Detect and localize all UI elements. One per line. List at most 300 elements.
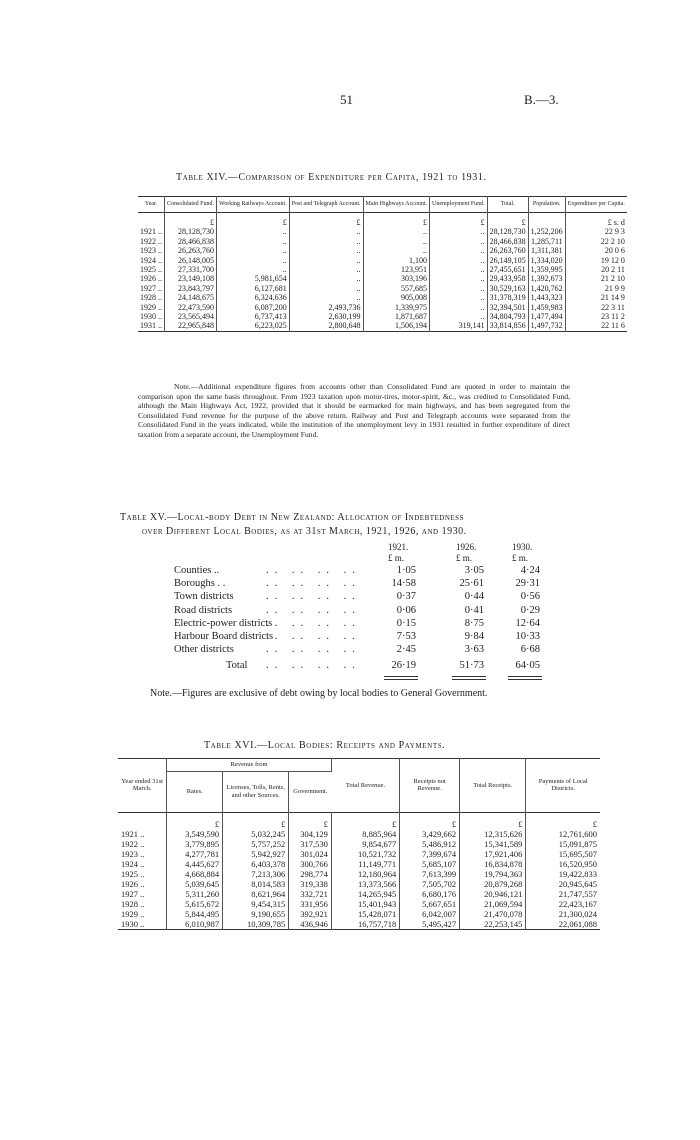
table15-title-line1: Table XV.—Local-body Debt in New Zealand: Allocation of Indebtedness xyxy=(120,512,464,523)
t14-cell: 2,493,736 xyxy=(289,303,363,312)
t15-value: 8·75 xyxy=(464,617,484,629)
t16-cell: 332,721 xyxy=(289,889,332,899)
t16-year-cell: 1928 .. xyxy=(118,899,167,909)
t14-cell: 24,148,675 xyxy=(165,293,217,302)
table-row xyxy=(138,265,627,274)
t16-cell: 5,032,245 xyxy=(223,829,289,839)
t14-cell: 34,804,793 xyxy=(487,312,528,321)
table-row xyxy=(118,849,600,859)
t16-year-cell: 1923 .. xyxy=(118,849,167,859)
t14-cell: .. xyxy=(363,246,430,255)
t16-unit: £ xyxy=(167,812,223,829)
t16-unit: £ xyxy=(592,818,597,829)
table-row xyxy=(118,879,600,889)
t14-col-unemployment: Unemployment Fund. xyxy=(430,197,488,213)
t14-cell: 32,394,501 xyxy=(487,303,528,312)
t14-cell: 1,100 xyxy=(363,256,430,265)
t14-year-cell: 1930 .. xyxy=(138,312,165,321)
t14-cell: 27,331,700 xyxy=(165,265,217,274)
t15-row-label: Electric-power districts xyxy=(174,617,273,629)
t14-cell: 1,334,020 xyxy=(528,256,565,265)
t14-year-cell: 1928 .. xyxy=(138,293,165,302)
t14-cell: 6,223,025 xyxy=(217,321,290,331)
t15-row-label: Town districts xyxy=(174,591,234,603)
t14-col-per-capita: Expenditure per Capita. xyxy=(567,201,625,207)
t16-cell: 4,445,627 xyxy=(167,859,223,869)
t14-cell: 26,263,760 xyxy=(165,246,217,255)
t14-cell: 26,149,105 xyxy=(487,256,528,265)
t16-cell: 319,338 xyxy=(289,879,332,889)
t16-year-cell: 1927 .. xyxy=(118,889,167,899)
t16-cell: 15,401,943 xyxy=(331,899,399,909)
table-row xyxy=(118,859,600,869)
list-item xyxy=(174,565,540,579)
t14-unit xyxy=(528,213,565,228)
t15-year-1921: 1921. xyxy=(388,542,409,552)
t16-cell: 15,695,507 xyxy=(558,848,597,859)
t14-cell: .. xyxy=(430,312,488,321)
t16-year-cell: 1930 .. xyxy=(118,919,167,930)
t14-cell: 30,529,163 xyxy=(487,284,528,293)
t14-cell: .. xyxy=(363,227,430,236)
t16-cell: 11,149,771 xyxy=(331,859,399,869)
t14-cell: 26,263,760 xyxy=(487,246,528,255)
t16-cell: 298,774 xyxy=(289,869,332,879)
t16-cell: 17,921,406 xyxy=(460,849,526,859)
t16-cell: 5,667,651 xyxy=(400,899,460,909)
t14-unit: £ xyxy=(363,213,430,228)
table-row xyxy=(118,829,600,839)
t14-cell: 6,087,200 xyxy=(217,303,290,312)
t14-unit xyxy=(138,213,165,228)
t15-value: 10·33 xyxy=(515,631,540,642)
t15-year-1930: 1930. xyxy=(512,542,533,552)
t16-col-licenses: Licenses, Tolls, Rents, and other Sources. xyxy=(223,771,289,812)
t14-cell: .. xyxy=(217,265,290,274)
t14-cell: .. xyxy=(289,237,363,246)
t16-cell: 7,505,702 xyxy=(400,879,460,889)
t14-cell: .. xyxy=(430,256,488,265)
t14-col-population: Population. xyxy=(528,197,565,213)
table16-title: Table XVI.—Local Bodies: Receipts and Payments. xyxy=(204,740,446,751)
t14-cell: 6,737,413 xyxy=(217,312,290,321)
t16-cell: 301,024 xyxy=(289,849,332,859)
table14-note: Note.—Additional expenditure figures from accounts other than Consolidated Fund are quoted in order to maintain the comparison upon the same basis throughout. From 1923 taxation upon motor-tires, motor-spirit, &c., was credited to Consolidated Fund, although the Main Highways Act, 1922, provided that it should be earmarked for main highways, and has been segregated from the Consolidated Fund revenue for the purpose of the above return. Railway and Post and Telegraph accounts were separated from the Consolidated Fund in the years indicated, while the institution of the unemployment levy in 1931 resulted in further expenditure of direct taxation from a separate account, the Unemployment Fund. xyxy=(138,382,570,439)
t16-unit: £ xyxy=(400,812,460,829)
table-row xyxy=(118,839,600,849)
t16-col-payments: Payments of Local Districts. xyxy=(538,777,588,793)
t14-cell: .. xyxy=(289,293,363,302)
t16-cell: 19,794,363 xyxy=(460,869,526,879)
t14-cell: 1,497,732 xyxy=(528,321,565,331)
t14-cell: 303,196 xyxy=(363,274,430,283)
t16-cell: 8,885,964 xyxy=(331,829,399,839)
t14-cell: 1,392,673 xyxy=(528,274,565,283)
t16-col-rates: Rates. xyxy=(167,771,223,812)
t14-cell: 19 12 0 xyxy=(600,255,625,265)
t14-unit: £ s. d xyxy=(607,218,625,227)
t16-cell: 392,921 xyxy=(289,909,332,919)
t14-cell: 23,843,797 xyxy=(165,284,217,293)
t14-cell: .. xyxy=(430,265,488,274)
t16-cell: 6,010,987 xyxy=(167,919,223,930)
t15-value: 1·05 xyxy=(396,565,416,576)
t15-total-underline xyxy=(452,676,486,680)
t14-cell: 1,459,983 xyxy=(528,303,565,312)
t15-leader-dots: .. .. .. .. xyxy=(266,565,361,576)
t16-cell: 16,757,718 xyxy=(331,919,399,930)
t16-unit xyxy=(118,812,167,829)
t15-total-underline xyxy=(508,676,542,680)
t16-cell: 4,277,781 xyxy=(167,849,223,859)
t14-cell: 20 2 11 xyxy=(601,265,625,275)
t16-cell: 317,530 xyxy=(289,839,332,849)
t15-value: 0·56 xyxy=(520,591,540,603)
t14-cell: 319,141 xyxy=(430,321,488,331)
t16-cell: 5,039,645 xyxy=(167,879,223,889)
t14-cell: 22 9 3 xyxy=(604,227,625,237)
table-row xyxy=(138,256,627,265)
t14-cell: 1,506,194 xyxy=(363,321,430,331)
list-item xyxy=(174,578,540,592)
t16-cell: 3,429,662 xyxy=(400,829,460,839)
t16-year-cell: 1922 .. xyxy=(118,839,167,849)
t16-cell: 12,761,600 xyxy=(558,828,597,839)
t14-col-year: Year. xyxy=(138,197,165,213)
t15-leader-dots: .. .. .. .. xyxy=(266,617,361,629)
t14-cell: 1,871,687 xyxy=(363,312,430,321)
table15-title-line2: over Different Local Bodies, as at 31st March, 1921, 1926, and 1930. xyxy=(142,526,467,537)
t15-total-1926: 51·73 xyxy=(459,660,484,671)
t14-cell: 1,311,381 xyxy=(528,246,565,255)
t16-cell: 22,253,145 xyxy=(460,919,526,930)
t14-cell: 1,252,206 xyxy=(528,227,565,236)
t14-year-cell: 1924 .. xyxy=(138,256,165,265)
t15-value: 3·05 xyxy=(464,565,484,576)
t14-cell: 2,630,199 xyxy=(289,312,363,321)
t14-cell: 31,378,319 xyxy=(487,293,528,302)
t15-value: 0·44 xyxy=(464,591,484,603)
t14-cell: 2,800,648 xyxy=(289,321,363,331)
t15-year-1926: 1926. xyxy=(456,542,477,552)
t14-cell: .. xyxy=(430,293,488,302)
table15-note: Note.—Figures are exclusive of debt owing by local bodies to General Government. xyxy=(150,688,488,699)
t14-col-consolidated: Consolidated Fund. xyxy=(165,197,217,213)
t16-cell: 5,685,107 xyxy=(400,859,460,869)
t16-col-year: Year ended 31st March. xyxy=(118,759,167,813)
t16-cell: 15,428,071 xyxy=(331,909,399,919)
t16-col-receipts-not-revenue: Receipts not Revenue. xyxy=(400,759,460,813)
t14-cell: 28,128,730 xyxy=(165,227,217,236)
table14 xyxy=(138,196,627,336)
t14-cell: 557,685 xyxy=(363,284,430,293)
t14-year-cell: 1921 .. xyxy=(138,227,165,236)
t14-cell: 23,565,494 xyxy=(165,312,217,321)
t16-cell: 22,423,167 xyxy=(558,898,597,909)
t16-cell: 5,495,427 xyxy=(400,919,460,930)
t16-unit: £ xyxy=(223,812,289,829)
t14-cell: .. xyxy=(217,227,290,236)
t15-row-label: Counties .. xyxy=(174,565,220,576)
t14-year-cell: 1925 .. xyxy=(138,265,165,274)
t16-units-row xyxy=(118,812,600,829)
table-row xyxy=(138,284,627,293)
t16-cell: 8,621,964 xyxy=(223,889,289,899)
t16-cell: 12,315,626 xyxy=(460,829,526,839)
t14-col-post: Post and Telegraph Account. xyxy=(289,197,363,213)
t16-cell: 7,399,674 xyxy=(400,849,460,859)
t14-cell: .. xyxy=(289,227,363,236)
table14-title: Table XIV.—Comparison of Expenditure per Capita, 1921 to 1931. xyxy=(176,172,487,183)
t14-unit: £ xyxy=(217,213,290,228)
page-number: 51 xyxy=(340,92,353,107)
t16-cell: 21,470,078 xyxy=(460,909,526,919)
t15-value: 29·31 xyxy=(515,578,540,590)
t15-row-label: Boroughs . . xyxy=(174,578,226,590)
t14-cell: .. xyxy=(217,256,290,265)
t16-cell: 5,757,252 xyxy=(223,839,289,849)
t14-year-cell: 1929 .. xyxy=(138,303,165,312)
t14-cell: .. xyxy=(289,274,363,283)
t15-value: 7·53 xyxy=(396,631,416,642)
t14-cell: 22,473,590 xyxy=(165,303,217,312)
t14-cell: 23 11 2 xyxy=(601,312,625,322)
t16-cell: 20,945,645 xyxy=(558,878,597,889)
t14-cell: .. xyxy=(430,303,488,312)
t16-cell: 6,042,007 xyxy=(400,909,460,919)
list-item xyxy=(174,591,540,605)
t14-cell: .. xyxy=(430,246,488,255)
t14-cell: 22,965,848 xyxy=(165,321,217,331)
t16-year-cell: 1929 .. xyxy=(118,909,167,919)
t15-leader-dots: .. .. .. .. xyxy=(266,578,361,590)
table-row xyxy=(118,919,600,930)
t14-cell: .. xyxy=(363,237,430,246)
t15-row-label: Other districts xyxy=(174,644,234,656)
t16-group-revenue-from: Revenue from xyxy=(167,759,331,772)
t15-unit: £ m. xyxy=(388,553,405,563)
t15-value: 12·64 xyxy=(515,617,540,629)
t14-year-cell: 1931 .. xyxy=(138,321,165,331)
t15-leader-dots: .. .. .. .. xyxy=(266,631,361,642)
t16-col-government: Government. xyxy=(293,787,328,795)
table-row xyxy=(118,899,600,909)
t16-cell: 5,942,927 xyxy=(223,849,289,859)
t14-cell: 21 14 9 xyxy=(600,293,625,303)
t14-cell: 21 2 10 xyxy=(600,274,625,284)
t15-value: 0·06 xyxy=(396,604,416,616)
t14-cell: .. xyxy=(430,284,488,293)
table-row xyxy=(138,293,627,302)
t15-value: 6·68 xyxy=(520,644,540,656)
t16-cell: 15,341,589 xyxy=(460,839,526,849)
table-row xyxy=(118,869,600,879)
t16-cell: 9,454,315 xyxy=(223,899,289,909)
t16-cell: 6,680,176 xyxy=(400,889,460,899)
t16-cell: 14,265,945 xyxy=(331,889,399,899)
t15-value: 0·29 xyxy=(520,604,540,616)
t15-value: 3·63 xyxy=(464,644,484,656)
t16-cell: 5,311,260 xyxy=(167,889,223,899)
t16-year-cell: 1921 .. xyxy=(118,829,167,839)
t15-value: 0·15 xyxy=(396,617,416,629)
t16-cell: 20,946,121 xyxy=(460,889,526,899)
t15-total-underline xyxy=(384,676,418,680)
list-item xyxy=(174,617,540,632)
t14-cell: 28,466,838 xyxy=(165,237,217,246)
t16-unit: £ xyxy=(289,812,332,829)
t14-cell: 28,466,838 xyxy=(487,237,528,246)
list-item xyxy=(174,631,540,645)
t14-cell: 1,443,323 xyxy=(528,293,565,302)
t16-cell: 6,403,378 xyxy=(223,859,289,869)
t16-cell: 7,213,306 xyxy=(223,869,289,879)
t15-value: 2·45 xyxy=(396,644,416,656)
t14-cell: 33,814,856 xyxy=(487,321,528,331)
t15-leader-dots: .. .. .. .. xyxy=(266,591,361,603)
table-row xyxy=(138,237,627,246)
table16 xyxy=(118,758,600,934)
t14-cell: 1,339,975 xyxy=(363,303,430,312)
t15-total-1921: 26·19 xyxy=(391,660,416,671)
t14-cell: 1,359,995 xyxy=(528,265,565,274)
t15-value: 14·58 xyxy=(391,578,416,590)
t16-cell: 5,486,912 xyxy=(400,839,460,849)
t16-year-cell: 1926 .. xyxy=(118,879,167,889)
t14-col-railways: Working Railways Account. xyxy=(217,197,290,213)
t16-cell: 21,300,024 xyxy=(558,908,597,919)
t14-cell: 21 9 9 xyxy=(604,283,625,293)
t14-cell: 26,148,005 xyxy=(165,256,217,265)
list-item xyxy=(174,604,540,619)
t16-cell: 12,180,964 xyxy=(331,869,399,879)
t16-cell: 19,422,833 xyxy=(558,868,597,879)
table-row xyxy=(138,321,627,331)
t16-col-total-receipts: Total Receipts. xyxy=(460,759,526,813)
t16-col-total-revenue: Total Revenue. xyxy=(331,759,399,813)
t14-cell: 905,008 xyxy=(363,293,430,302)
t14-unit: £ xyxy=(430,213,488,228)
t16-cell: 5,615,672 xyxy=(167,899,223,909)
t16-cell: 9,854,677 xyxy=(331,839,399,849)
t14-cell: 22 2 10 xyxy=(600,236,625,246)
t16-cell: 10,521,732 xyxy=(331,849,399,859)
t14-year-cell: 1923 .. xyxy=(138,246,165,255)
t16-year-cell: 1924 .. xyxy=(118,859,167,869)
t14-cell: .. xyxy=(217,237,290,246)
t14-cell: .. xyxy=(289,256,363,265)
t16-unit: £ xyxy=(331,812,399,829)
table-row xyxy=(118,909,600,919)
t14-cell: .. xyxy=(217,246,290,255)
t14-cell: 6,127,681 xyxy=(217,284,290,293)
t16-cell: 436,946 xyxy=(289,919,332,930)
t15-leader-dots: .. .. .. .. xyxy=(266,660,361,671)
t16-cell: 20,879,268 xyxy=(460,879,526,889)
t14-year-cell: 1927 .. xyxy=(138,284,165,293)
t16-cell: 8,014,583 xyxy=(223,879,289,889)
t15-row-label: Road districts xyxy=(174,604,233,616)
table-row xyxy=(138,246,627,255)
t15-value: 25·61 xyxy=(459,578,484,590)
t16-cell: 4,668,884 xyxy=(167,869,223,879)
table-row xyxy=(138,312,627,321)
t15-unit: £ m. xyxy=(512,553,529,563)
table-row xyxy=(138,303,627,312)
t14-cell: .. xyxy=(289,265,363,274)
t14-cell: 1,420,762 xyxy=(528,284,565,293)
t16-cell: 3,549,590 xyxy=(167,829,223,839)
t14-col-highways: Main Highways Account. xyxy=(363,197,430,213)
t14-cell: 20 0 6 xyxy=(604,246,625,256)
t16-cell: 3,779,895 xyxy=(167,839,223,849)
table-row xyxy=(138,227,627,236)
t14-cell: 27,455,651 xyxy=(487,265,528,274)
t15-unit: £ m. xyxy=(456,553,473,563)
t14-cell: .. xyxy=(430,227,488,236)
t16-cell: 304,129 xyxy=(289,829,332,839)
t14-cell: 22 11 6 xyxy=(601,321,625,331)
t14-cell: .. xyxy=(430,237,488,246)
t14-cell: .. xyxy=(289,284,363,293)
t15-leader-dots: .. .. .. .. xyxy=(266,644,361,656)
t15-value: 0·41 xyxy=(464,604,484,616)
t14-cell: 1,477,494 xyxy=(528,312,565,321)
t16-cell: 300,766 xyxy=(289,859,332,869)
list-item xyxy=(174,644,540,658)
t16-cell: 10,309,785 xyxy=(223,919,289,930)
t14-cell: 1,285,711 xyxy=(528,237,565,246)
table-row xyxy=(138,274,627,283)
t16-cell: 21,747,557 xyxy=(558,888,597,899)
t15-value: 9·84 xyxy=(464,631,484,642)
t15-total-row xyxy=(174,660,540,674)
t14-unit: £ xyxy=(487,213,528,228)
table-row xyxy=(118,889,600,899)
t16-cell: 21,069,594 xyxy=(460,899,526,909)
t14-cell: 5,981,654 xyxy=(217,274,290,283)
t14-cell: 29,433,958 xyxy=(487,274,528,283)
t14-unit: £ xyxy=(165,213,217,228)
document-reference: B.—3. xyxy=(524,92,559,107)
t16-cell: 331,956 xyxy=(289,899,332,909)
t14-cell: 22 3 11 xyxy=(601,302,625,312)
t15-value: 0·37 xyxy=(396,591,416,603)
t15-leader-dots: .. .. .. .. xyxy=(266,604,361,616)
t14-year-cell: 1922 .. xyxy=(138,237,165,246)
t15-total-1930: 64·05 xyxy=(515,660,540,671)
t15-value: 4·24 xyxy=(520,565,540,576)
t14-cell: 123,951 xyxy=(363,265,430,274)
t14-cell: .. xyxy=(430,274,488,283)
t16-cell: 5,844,495 xyxy=(167,909,223,919)
t14-unit: £ xyxy=(289,213,363,228)
t16-cell: 16,520,950 xyxy=(558,858,597,869)
t16-cell: 13,373,566 xyxy=(331,879,399,889)
t16-cell: 22,061,088 xyxy=(558,918,597,929)
t16-cell: 16,834,878 xyxy=(460,859,526,869)
t15-total-label: Total xyxy=(226,660,248,671)
t16-year-cell: 1925 .. xyxy=(118,869,167,879)
t14-cell: 23,149,108 xyxy=(165,274,217,283)
t15-row-label: Harbour Board districts xyxy=(174,631,274,642)
t14-units-row xyxy=(138,213,627,228)
t16-cell: 15,091,875 xyxy=(558,838,597,849)
t16-cell: 7,613,399 xyxy=(400,869,460,879)
t14-year-cell: 1926 .. xyxy=(138,274,165,283)
t14-cell: 6,324,636 xyxy=(217,293,290,302)
t14-col-total: Total. xyxy=(487,197,528,213)
